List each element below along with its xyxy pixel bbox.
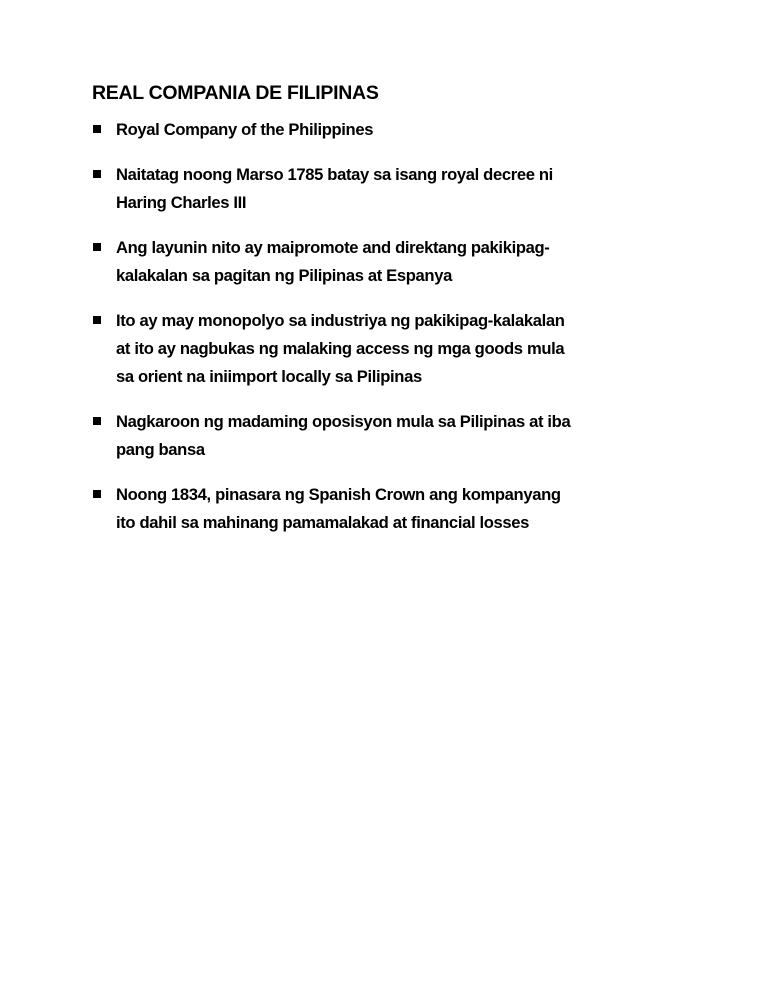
list-item-text: at ito ay nagbukas ng malaking access ng mga goods mula: [116, 339, 565, 358]
list-item-text: Ang layunin nito ay maipromote and direktang pakikipag-: [116, 238, 550, 257]
list-item: [92, 307, 732, 391]
square-bullet-icon: [93, 490, 101, 498]
square-bullet-icon: [93, 170, 101, 178]
list-item-text: ito dahil sa mahinang pamamalakad at financial losses: [116, 513, 530, 532]
document-title: REAL COMPANIA DE FILIPINAS: [92, 82, 379, 104]
square-bullet-icon: [93, 316, 101, 324]
list-item: [92, 161, 732, 217]
list-item-text: Naitatag noong Marso 1785 batay sa isang royal decree ni: [116, 165, 553, 184]
list-item-text: Ito ay may monopolyo sa industriya ng pakikipag-kalakalan: [116, 311, 565, 330]
square-bullet-icon: [93, 125, 101, 133]
list-item-text: sa orient na iniimport locally sa Pilipinas: [116, 367, 422, 386]
list-item: [92, 234, 732, 290]
list-item: [92, 408, 732, 464]
list-item-text: Royal Company of the Philippines: [116, 120, 374, 139]
square-bullet-icon: [93, 417, 101, 425]
list-item-text: Noong 1834, pinasara ng Spanish Crown ang kompanyang: [116, 485, 561, 504]
list-item: [92, 116, 732, 144]
list-item-text: Nagkaroon ng madaming oposisyon mula sa Pilipinas at iba: [116, 412, 571, 431]
list-item: [92, 481, 732, 537]
list-item-text: kalakalan sa pagitan ng Pilipinas at Espanya: [116, 266, 452, 285]
list-item-text: Haring Charles III: [116, 193, 247, 212]
bullet-list: [92, 116, 732, 554]
list-item-text: pang bansa: [116, 440, 205, 459]
square-bullet-icon: [93, 243, 101, 251]
